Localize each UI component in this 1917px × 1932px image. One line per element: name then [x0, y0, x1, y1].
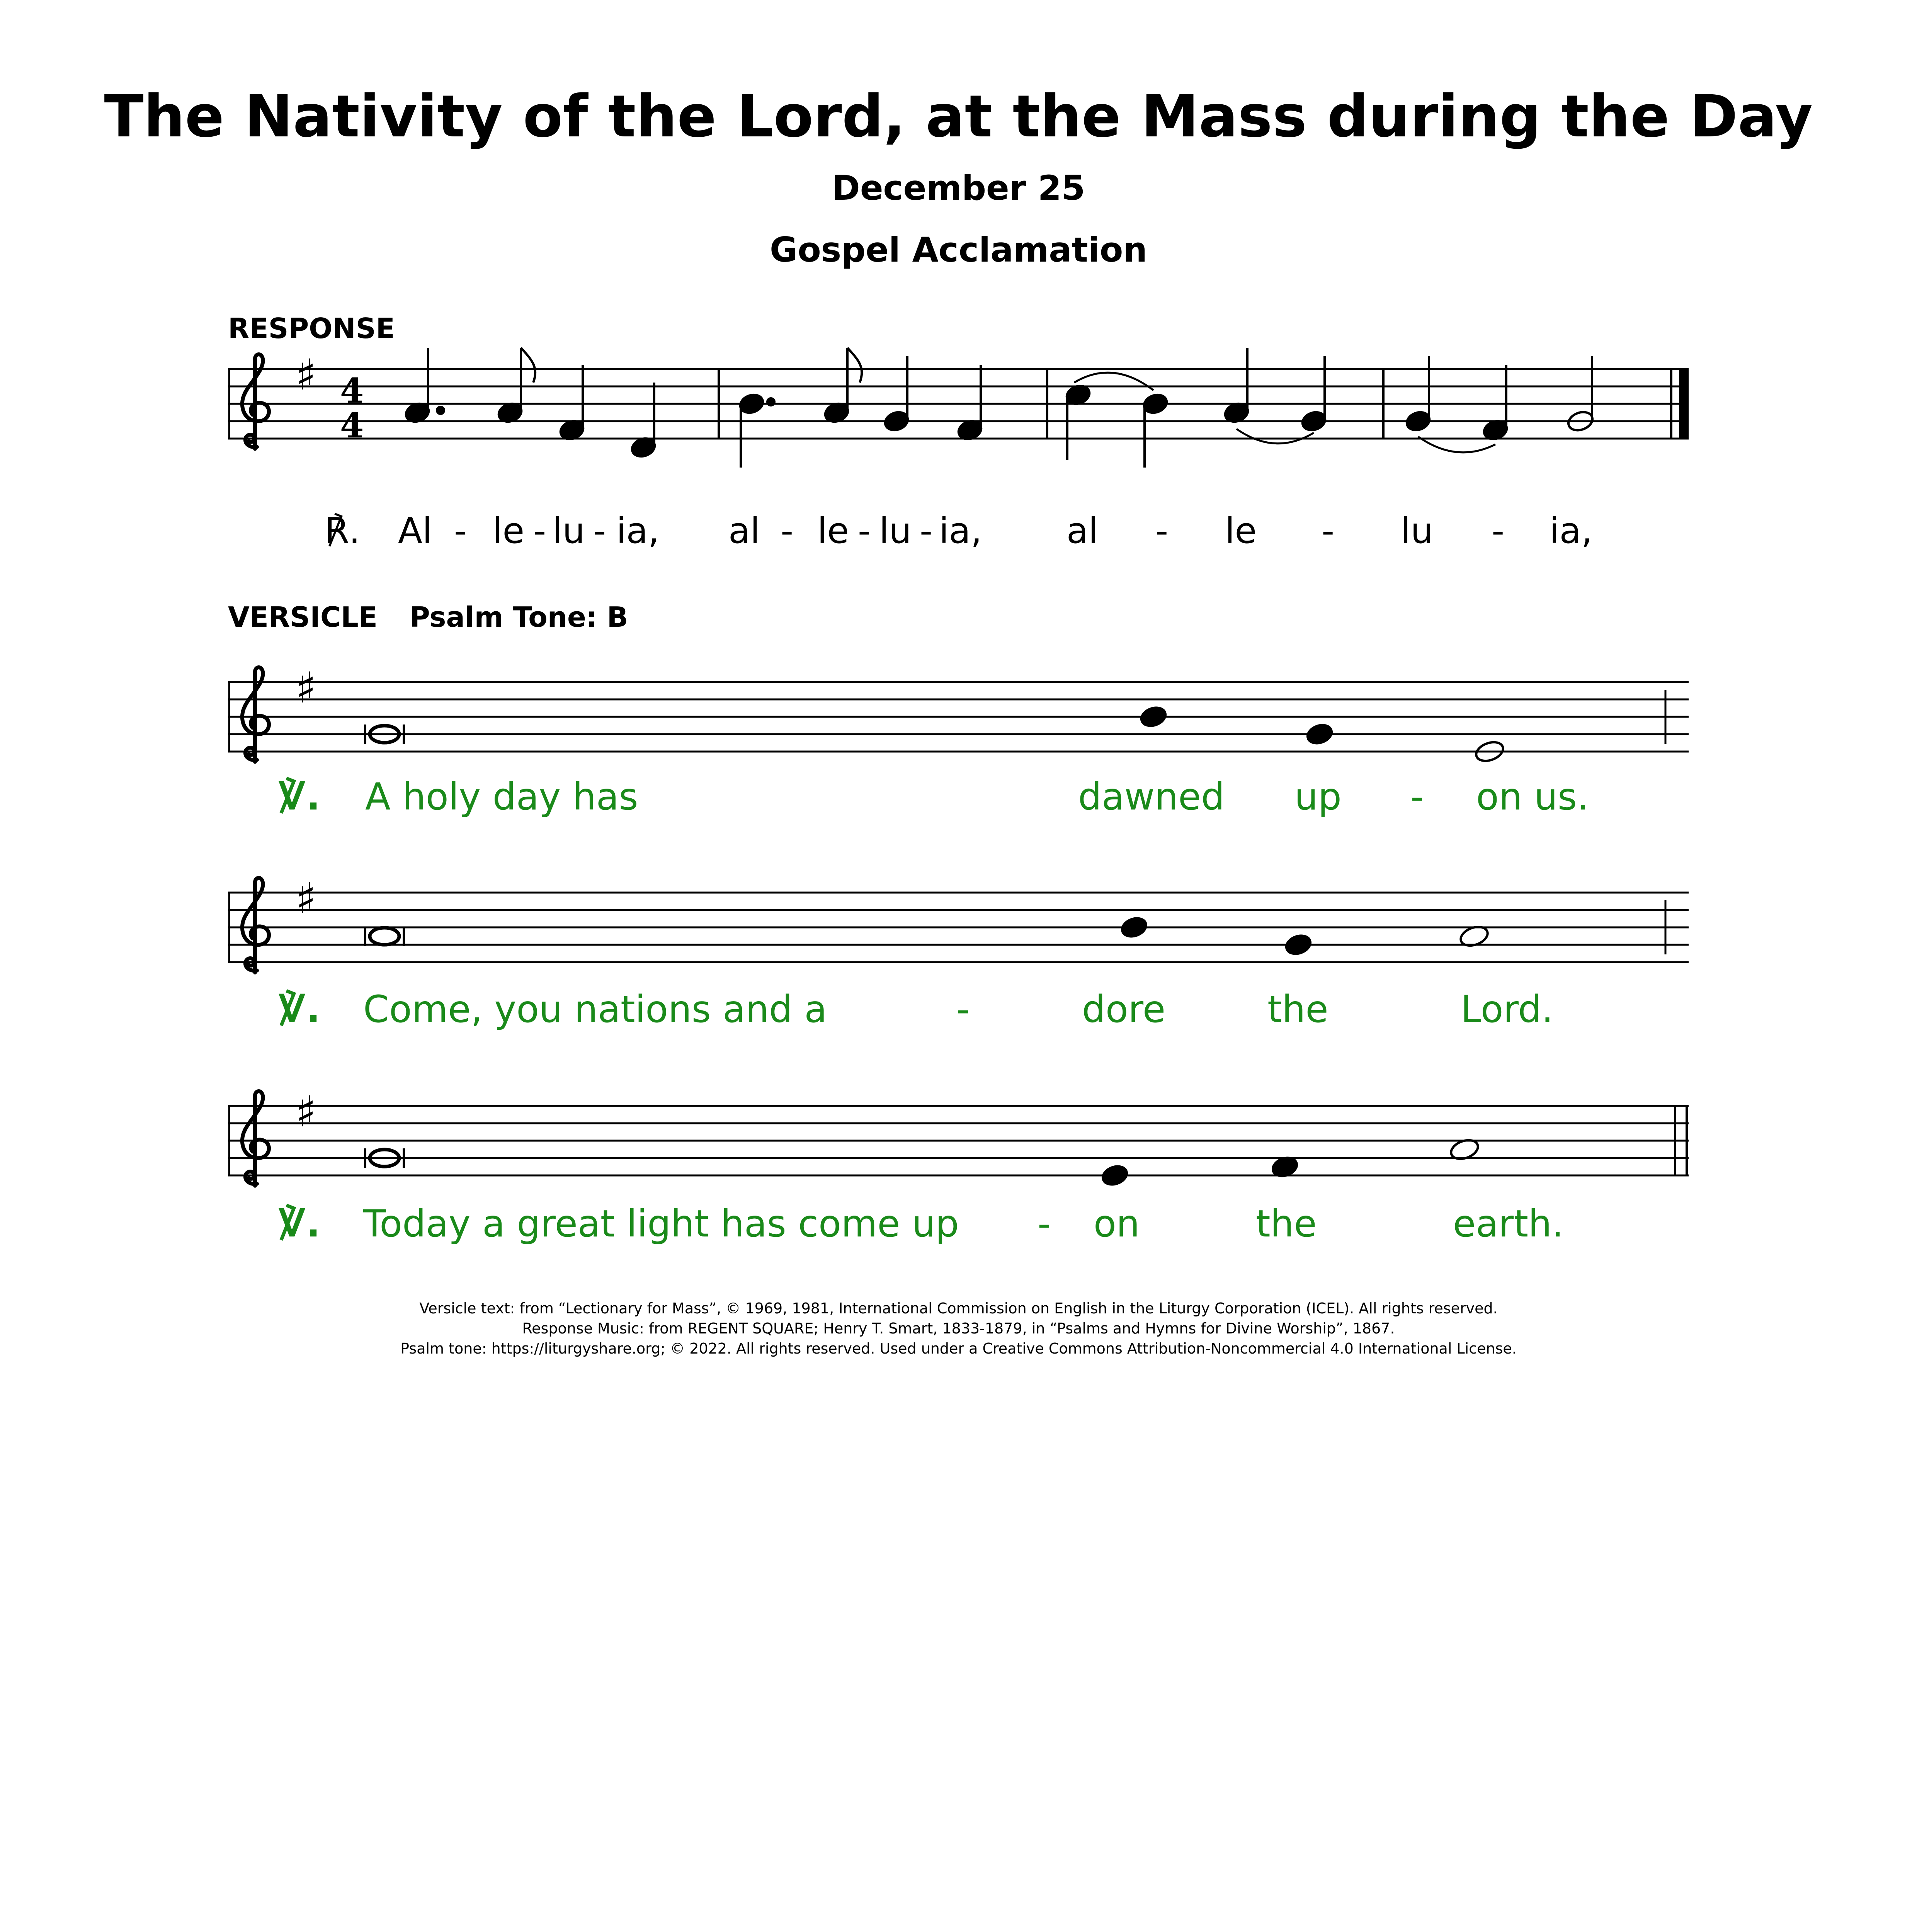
- versicle-symbol: ℣.: [278, 775, 320, 818]
- versicle-lyrics-2: [278, 988, 1553, 1031]
- lyric-text: on: [1094, 1202, 1140, 1245]
- lyric-syllable: le: [817, 510, 849, 551]
- note: [883, 356, 910, 433]
- sharp-icon: ♯: [296, 874, 316, 923]
- lyric-text: earth.: [1453, 1202, 1564, 1245]
- lyric-syllable: le: [493, 510, 525, 551]
- lyric-text: A holy day has: [365, 775, 638, 818]
- versicle-staff-2: [228, 874, 1689, 973]
- lyric-hyphen: -: [1155, 510, 1169, 551]
- psalm-tone-label: Psalm Tone: B: [410, 601, 628, 633]
- lyric-text: on us.: [1476, 775, 1589, 818]
- credit-psalm-tone: Psalm tone: https://liturgyshare.org; © 2022. All rights reserved. Used under a Creative Commons Attribution-Noncommercial 4.0 International License.: [400, 1340, 1517, 1357]
- lyric-hyphen: -: [858, 510, 871, 551]
- section-subtitle: Gospel Acclamation: [770, 230, 1147, 270]
- response-lyrics: [325, 510, 1592, 551]
- response-staff: [228, 348, 1689, 468]
- final-bar-line: [1679, 369, 1689, 439]
- versicle-staff-3: [228, 1087, 1689, 1188]
- response-symbol: ℟.: [325, 510, 361, 551]
- versicle-lyrics-1: [278, 775, 1589, 818]
- dot: [767, 398, 774, 405]
- lyric-hyphen: -: [1492, 510, 1505, 551]
- slur: [1237, 429, 1314, 444]
- lyric-hyphen: -: [1038, 1202, 1051, 1245]
- response-label: RESPONSE: [228, 312, 395, 345]
- credit-versicle-text: Versicle text: from “Lectionary for Mass”, © 1969, 1981, International Commission on English in the Liturgy Corporation (ICEL). All rights reserved.: [419, 1300, 1498, 1317]
- lyric-syllable: lu: [879, 510, 912, 551]
- breve-note: [365, 927, 404, 946]
- note: [1284, 932, 1313, 957]
- lyric-text: Today a great light has come up: [363, 1202, 959, 1245]
- lyric-hyphen: -: [533, 510, 546, 551]
- lyric-text: the: [1256, 1202, 1317, 1245]
- lyric-text: Lord.: [1461, 988, 1553, 1031]
- lyric-syllable: lu: [1401, 510, 1433, 551]
- dot: [437, 407, 444, 414]
- note: [1300, 356, 1327, 433]
- versicle-staff-1: [228, 663, 1689, 764]
- lyric-hyphen: -: [781, 510, 794, 551]
- note: [1141, 392, 1169, 468]
- note: [1100, 1163, 1129, 1187]
- sharp-icon: ♯: [296, 1087, 316, 1136]
- versicle-lyrics-3: [278, 1202, 1563, 1245]
- lyric-text: Come, you nations and a: [363, 988, 827, 1031]
- time-signature-bottom: 4: [340, 405, 364, 446]
- lyric-syllable: lu: [553, 510, 585, 551]
- lyric-syllable: ia,: [616, 510, 660, 551]
- lyric-syllable: le: [1225, 510, 1257, 551]
- lyric-hyphen: -: [1410, 775, 1424, 818]
- lyric-text: the: [1267, 988, 1328, 1031]
- lyric-syllable: ia,: [1550, 510, 1593, 551]
- credit-response-music: Response Music: from REGENT SQUARE; Henry T. Smart, 1833-1879, in “Psalms and Hymns for Divine Worship”, 1867.: [522, 1320, 1395, 1337]
- lyric-text: up: [1294, 775, 1342, 818]
- lyric-syllable: al: [1067, 510, 1098, 551]
- versicle-symbol: ℣.: [278, 1202, 320, 1245]
- date-subtitle: December 25: [832, 168, 1085, 208]
- sharp-icon: ♯: [296, 350, 316, 400]
- note: [1139, 704, 1168, 729]
- note: [1119, 915, 1148, 939]
- note: [1305, 722, 1334, 746]
- time-signature-top: 4: [340, 371, 364, 411]
- page-title: The Nativity of the Lord, at the Mass during the Day: [104, 83, 1813, 150]
- versicle-label: VERSICLE: [228, 601, 378, 633]
- note: [738, 392, 765, 468]
- note: [1404, 356, 1432, 433]
- lyric-syllable: al: [728, 510, 760, 551]
- credits: [0, 1298, 1917, 1359]
- lyric-hyphen: -: [593, 510, 606, 551]
- lyric-hyphen: -: [454, 510, 467, 551]
- lyric-text: dawned: [1078, 775, 1225, 818]
- lyric-syllable: ia,: [939, 510, 982, 551]
- lyric-text: dore: [1082, 988, 1166, 1031]
- lyric-hyphen: -: [920, 510, 933, 551]
- lyric-hyphen: -: [1322, 510, 1335, 551]
- sharp-icon: ♯: [296, 663, 316, 713]
- versicle-symbol: ℣.: [278, 988, 320, 1031]
- lyric-syllable: Al: [398, 510, 432, 551]
- lyric-hyphen: -: [956, 988, 970, 1031]
